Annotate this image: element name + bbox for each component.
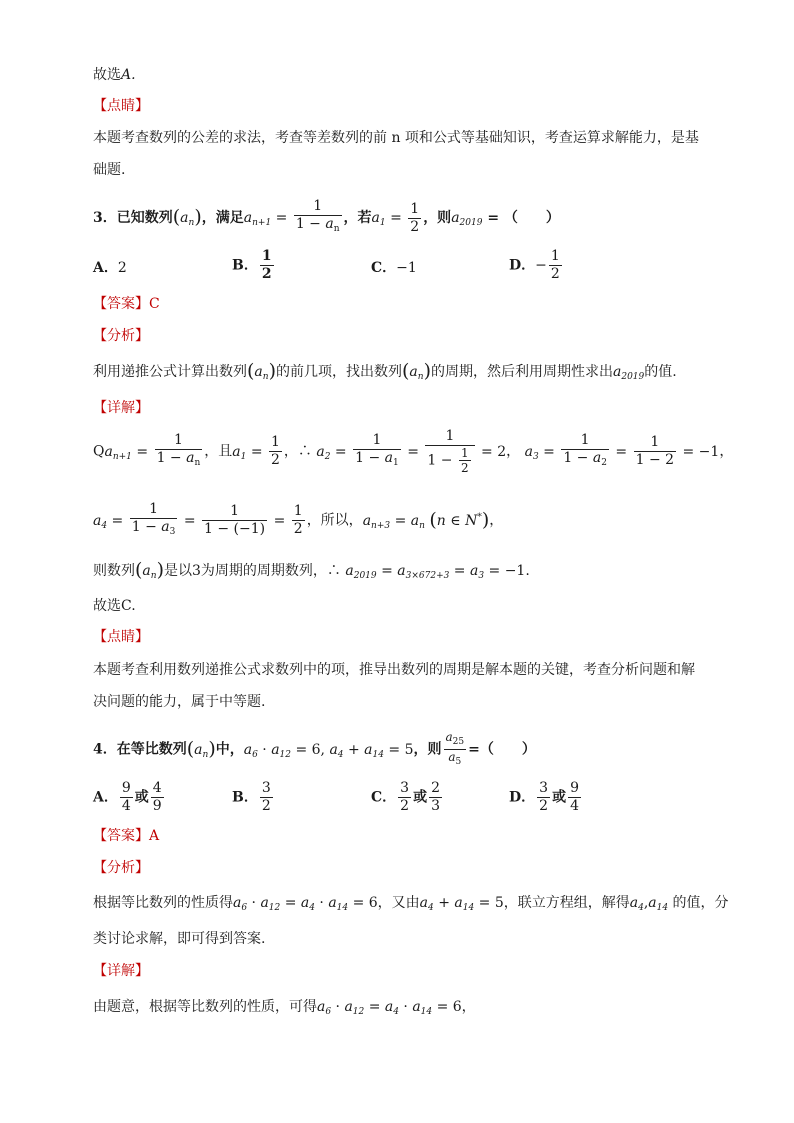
choose-text: 故选 [93, 67, 121, 83]
q3-analysis-text: 利用递推公式计算出数列$(a_n)$的前几项，找出数列$(a_n)$的周期，然后利用周期性求出$a_{2019}$的值. [93, 360, 677, 382]
q3-option-a: A．2 [93, 260, 127, 276]
q3-option-d: D．− $\frac{1}{2}$ [509, 248, 560, 282]
q4-option-d: D． $\frac{3}{2}$ 或 $\frac{9}{4}$ [509, 780, 579, 814]
q3-analysis-tag: 【分析】 [93, 328, 149, 344]
question-number: 4． [93, 741, 117, 758]
q3-comment-tag: 【点睛】 [93, 629, 149, 645]
choose-line-q2 [93, 65, 136, 85]
comment-line-1-q2: 本题考查数列的公差的求法，考查等差数列的前 n 项和公式等基础知识，考查运算求解能力，是基 [93, 130, 699, 146]
question-3-stem: 3．已知数列$(a_n)$，满足$a_{n+1}$ = $\frac{1}{1 - a_n}$ ，若$a_1$ = $\frac{1}{2}$ ，则$a_{2019}$ = （ ） [93, 198, 560, 235]
q4-option-a: A． $\frac{9}{4}$ 或 $\frac{4}{9}$ [93, 780, 162, 814]
q3-option-b: B． $\frac{1}{2}$ [232, 248, 272, 282]
q4-option-b: B． $\frac{3}{2}$ [232, 780, 271, 814]
answer-letter: A. [121, 67, 136, 83]
q3-choose: 故选C. [93, 598, 136, 614]
q3-detail-line-3: 则数列$(a_n)$是以3为周期的周期数列，∴ $a_{2019} = a_{3\times 672+3} = a_3 = -1$. [93, 559, 530, 581]
q3-detail-tag: 【详解】 [93, 400, 149, 416]
question-4-stem: 4．在等比数列$(a_n)$中，$a_6 \cdot a_{12} = 6$, $a_4 + a_{14} = 5$，则 $\frac{a_{25}}{a_5}$ =（ ） [93, 730, 536, 767]
q3-comment-line-2: 决问题的能力，属于中等题. [93, 694, 266, 710]
q4-detail-tag: 【详解】 [93, 963, 149, 979]
q4-analysis-line-2: 类讨论求解，即可得到答案. [93, 931, 266, 947]
q4-analysis-line-1: 根据等比数列的性质得$a_6 \cdot a_{12} = a_4 \cdot a_{14} = 6$，又由$a_4 + a_{14} = 5$，联立方程组，解得$a_4,a_{14}$ 的值，分 [93, 895, 729, 913]
question-number: 3． [93, 210, 117, 226]
q3-comment-line-1: 本题考查利用数列递推公式求数列中的项，推导出数列的周期是解本题的关键，考查分析问题和解 [93, 662, 695, 678]
q4-analysis-tag: 【分析】 [93, 860, 149, 876]
q3-option-c: C．−1 [371, 260, 417, 276]
q3-detail-line-2: $a_4$ = $\frac{1}{1 - a_3}$ = $\frac{1}{1 - (-1)}$ = $\frac{1}{2}$ ，所以，$a_{n+3} = a_n$ (n ∈ N*)， [93, 500, 504, 538]
comment-tag-q2: 【点睛】 [93, 98, 149, 114]
q4-option-c: C． $\frac{3}{2}$ 或 $\frac{2}{3}$ [371, 780, 440, 814]
q4-answer: 【答案】A [93, 828, 160, 844]
comment-line-2-q2: 础题. [93, 162, 126, 178]
q4-detail-line-1: 由题意，根据等比数列的性质，可得$a_6 \cdot a_{12} = a_4 \cdot a_{14} = 6$， [93, 999, 476, 1017]
q3-answer: 【答案】C [93, 296, 160, 312]
q3-detail-line-1: $Qa_{n+1}$ = $\frac{1}{1 - a_n}$ ，且$a_1$ = $\frac{1}{2}$ ，∴ $a_2$ = $\frac{1}{1 - a_1}$ = 1 1 − $\frac{1}{2}$ = 2， $a_3$ = $\frac{1}{1 - a_2}$ = $\frac{1}{1 - 2}$ = −1， [93, 428, 734, 475]
